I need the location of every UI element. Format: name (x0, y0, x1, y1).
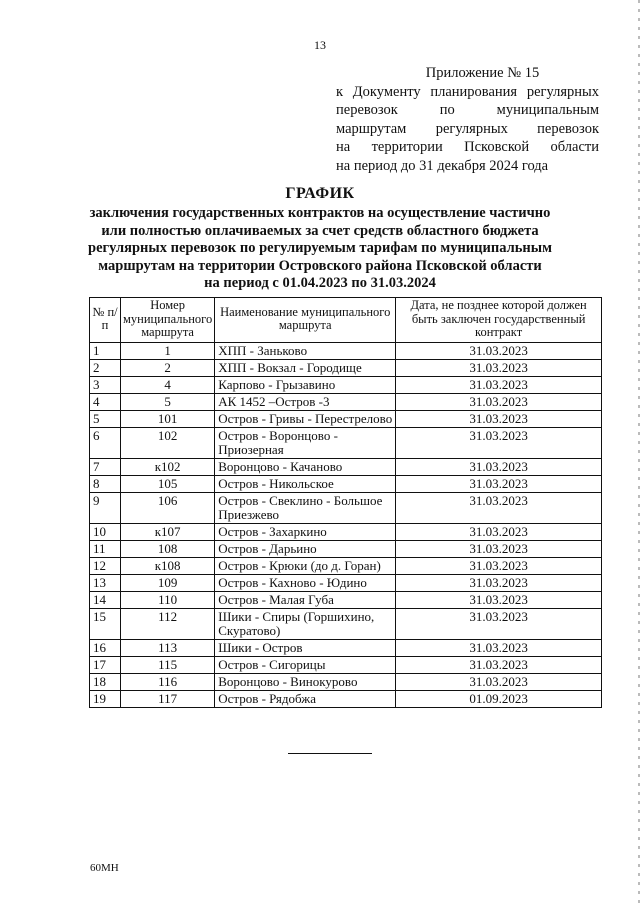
table-row (90, 475, 602, 492)
appendix-block (336, 64, 599, 175)
row-route-number: 2 (121, 359, 215, 376)
row-number: 12 (90, 557, 121, 574)
table-row (90, 608, 602, 639)
row-route-name: Остров - Рядобжа (215, 690, 396, 707)
row-contract-date: 31.03.2023 (396, 410, 602, 427)
row-number: 13 (90, 574, 121, 591)
row-number: 17 (90, 656, 121, 673)
table-row (90, 492, 602, 523)
row-number: 9 (90, 492, 121, 523)
subtitle-line: регулярных перевозок по регулируемым тарифам по муниципальным (88, 240, 552, 256)
row-route-number: 105 (121, 475, 215, 492)
row-contract-date: 31.03.2023 (396, 475, 602, 492)
row-number: 18 (90, 673, 121, 690)
table-row (90, 690, 602, 707)
subtitle-line: маршрутам на территории Островского района Псковской области (98, 257, 542, 274)
row-contract-date: 31.03.2023 (396, 376, 602, 393)
page-number: 13 (314, 38, 326, 52)
row-route-number: 108 (121, 540, 215, 557)
row-number: 15 (90, 608, 121, 639)
row-number: 8 (90, 475, 121, 492)
row-contract-date: 31.03.2023 (396, 673, 602, 690)
footer-code: 60МН (90, 862, 119, 874)
row-route-number: 106 (121, 492, 215, 523)
row-route-name: Остров - Захаркино (215, 523, 396, 540)
table-row (90, 673, 602, 690)
row-contract-date: 31.03.2023 (396, 574, 602, 591)
row-contract-date: 31.03.2023 (396, 557, 602, 574)
row-route-name: Шики - Спиры (Горшихино, Скуратово) (215, 608, 396, 639)
row-route-number: к102 (121, 458, 215, 475)
row-contract-date: 31.03.2023 (396, 427, 602, 458)
appendix-line: к Документу планирования регулярных (336, 83, 599, 100)
table-body (90, 342, 602, 707)
row-number: 10 (90, 523, 121, 540)
row-route-name: Карпово - Грызавино (215, 376, 396, 393)
row-contract-date: 31.03.2023 (396, 656, 602, 673)
table-row (90, 540, 602, 557)
table-row (90, 458, 602, 475)
row-route-number: 113 (121, 639, 215, 656)
row-route-name: Воронцово - Качаново (215, 458, 396, 475)
table-row (90, 376, 602, 393)
row-contract-date: 31.03.2023 (396, 458, 602, 475)
row-number: 7 (90, 458, 121, 475)
row-route-name: Остров - Никольское (215, 475, 396, 492)
appendix-line: на период до 31 декабря 2024 года (336, 157, 549, 174)
appendix-line: маршрутам регулярных перевозок (336, 120, 599, 137)
row-route-name: Воронцово - Винокурово (215, 673, 396, 690)
table-row (90, 639, 602, 656)
row-route-name: Остров - Крюки (до д. Горан) (215, 557, 396, 574)
row-contract-date: 31.03.2023 (396, 608, 602, 639)
header-route-name: Наименование муниципального маршрута (215, 298, 396, 343)
row-number: 16 (90, 639, 121, 656)
row-contract-date: 31.03.2023 (396, 342, 602, 359)
row-number: 19 (90, 690, 121, 707)
row-route-name: Остров - Дарьино (215, 540, 396, 557)
row-number: 2 (90, 359, 121, 376)
row-number: 6 (90, 427, 121, 458)
table-row (90, 523, 602, 540)
row-route-name: Шики - Остров (215, 639, 396, 656)
appendix-title: Приложение № 15 (425, 65, 540, 81)
row-route-number: 109 (121, 574, 215, 591)
row-route-number: 110 (121, 591, 215, 608)
appendix-line: перевозок по муниципальным (336, 102, 599, 118)
subtitle-line: на период с 01.04.2023 по 31.03.2024 (204, 275, 436, 291)
table-row (90, 656, 602, 673)
row-route-name: ХПП - Заньково (215, 342, 396, 359)
row-route-number: 4 (121, 376, 215, 393)
row-route-name: Остров - Малая Губа (215, 591, 396, 608)
table-row (90, 427, 602, 458)
row-contract-date: 31.03.2023 (396, 523, 602, 540)
row-route-name: Остров - Гривы - Перестрелово (215, 410, 396, 427)
header-route-number: Номер муниципального маршрута (121, 298, 215, 343)
row-contract-date: 31.03.2023 (396, 492, 602, 523)
table-row (90, 393, 602, 410)
table-row (90, 591, 602, 608)
table-row (90, 342, 602, 359)
row-route-number: 112 (121, 608, 215, 639)
row-route-number: к108 (121, 557, 215, 574)
table-row (90, 359, 602, 376)
closing-line (288, 753, 372, 754)
row-route-number: 117 (121, 690, 215, 707)
table-row (90, 574, 602, 591)
table-row (90, 557, 602, 574)
row-contract-date: 31.03.2023 (396, 639, 602, 656)
row-route-name: АК 1452 –Остров -3 (215, 393, 396, 410)
row-route-name: Остров - Свеклино - Большое Приезжево (215, 492, 396, 523)
row-route-number: 102 (121, 427, 215, 458)
header-number: № п/п (90, 298, 121, 343)
header-contract-date: Дата, не позднее которой должен быть заключен государственный контракт (396, 298, 602, 343)
subtitle-line: или полностью оплачиваемых за счет средств областного бюджета (101, 222, 539, 239)
subtitle-line: заключения государственных контрактов на осуществление частично (89, 205, 551, 221)
row-route-number: 115 (121, 656, 215, 673)
appendix-line: на территории Псковской области (336, 139, 599, 155)
row-number: 5 (90, 410, 121, 427)
row-route-number: 5 (121, 393, 215, 410)
row-number: 3 (90, 376, 121, 393)
row-number: 11 (90, 540, 121, 557)
row-contract-date: 01.09.2023 (396, 690, 602, 707)
row-route-name: Остров - Кахново - Юдино (215, 574, 396, 591)
row-contract-date: 31.03.2023 (396, 393, 602, 410)
row-route-number: 116 (121, 673, 215, 690)
row-number: 14 (90, 591, 121, 608)
row-contract-date: 31.03.2023 (396, 591, 602, 608)
row-route-name: Остров - Воронцово - Приозерная (215, 427, 396, 458)
row-route-number: к107 (121, 523, 215, 540)
document-title: ГРАФИК (285, 185, 355, 202)
schedule-table (89, 297, 602, 708)
row-number: 1 (90, 342, 121, 359)
row-route-name: Остров - Сигорицы (215, 656, 396, 673)
document-subtitle (60, 205, 580, 293)
row-contract-date: 31.03.2023 (396, 540, 602, 557)
table-header-row (90, 298, 602, 343)
table-row (90, 410, 602, 427)
row-route-name: ХПП - Вокзал - Городище (215, 359, 396, 376)
row-number: 4 (90, 393, 121, 410)
row-route-number: 101 (121, 410, 215, 427)
row-contract-date: 31.03.2023 (396, 359, 602, 376)
row-route-number: 1 (121, 342, 215, 359)
